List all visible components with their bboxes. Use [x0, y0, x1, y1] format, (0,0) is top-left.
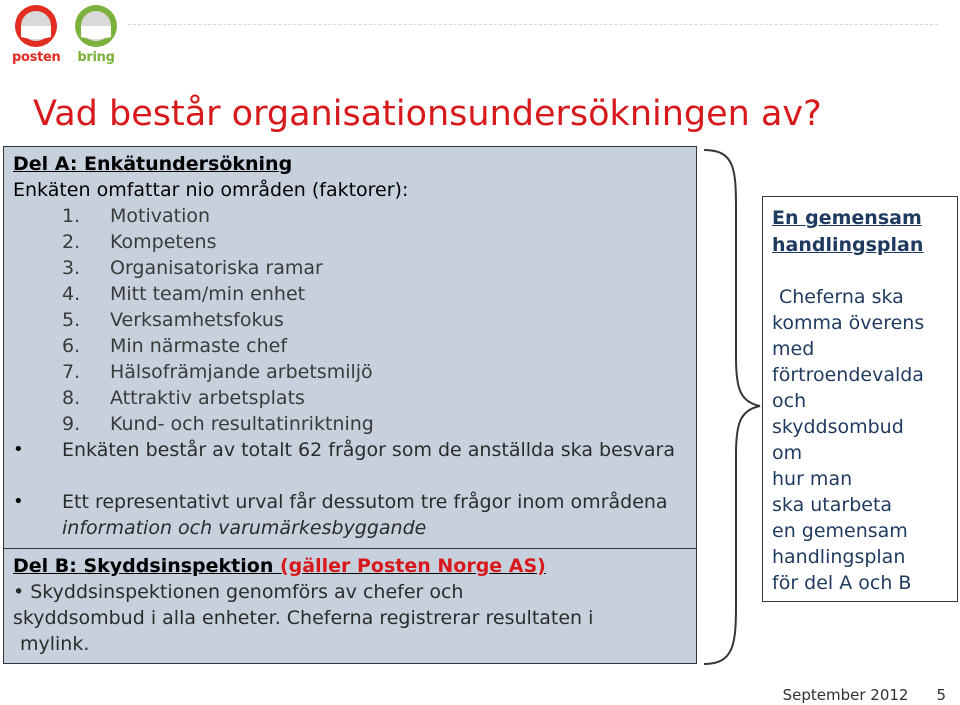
list-item: 3. Organisatoriska ramar — [62, 257, 323, 279]
section-a-title: Del A: Enkätundersökning — [13, 153, 293, 175]
action-plan-line: och — [772, 390, 807, 412]
action-plan-line: Cheferna ska — [779, 286, 904, 308]
list-item: 2. Kompetens — [62, 231, 217, 253]
action-plan-line: förtroendevalda — [772, 364, 924, 386]
list-item: 4. Mitt team/min enhet — [62, 283, 306, 305]
section-b-line: skyddsombud i alla enheter. Cheferna registrerar resultaten i — [13, 607, 594, 629]
bullet-icon: • — [13, 439, 24, 460]
slide-title: Vad består organisationsundersökningen av? — [33, 94, 822, 134]
factor-list — [62, 203, 374, 437]
action-plan-line: om — [772, 442, 803, 464]
list-item: 7. Hälsofrämjande arbetsmiljö — [62, 361, 373, 383]
page-number: 5 — [936, 686, 946, 704]
section-divider — [4, 548, 696, 549]
list-item: 6. Min närmaste chef — [62, 335, 288, 357]
action-plan-line: ska utarbeta — [772, 494, 893, 516]
action-plan-title: En gemensam handlingsplan — [772, 207, 924, 256]
section-b-scope: (gäller Posten Norge AS) — [279, 555, 546, 577]
survey-content-box — [3, 146, 697, 664]
list-item: 9. Kund- och resultatinriktning — [62, 413, 374, 435]
list-item: 5. Verksamhetsfokus — [62, 309, 284, 331]
bring-logo — [72, 4, 120, 66]
bullet-italic-text: information och varumärkesbyggande — [62, 517, 427, 539]
bullet-text: Ett representativt urval får dessutom tre frågor inom områdena information och varumärkesbyggande — [62, 491, 668, 539]
curly-brace-icon — [700, 148, 762, 668]
action-plan-line: komma överens — [772, 312, 925, 334]
slide-footer — [783, 686, 946, 704]
action-plan-line: en gemensam — [772, 520, 908, 542]
list-item: 8. Attraktiv arbetsplats — [62, 387, 305, 409]
section-a-intro: Enkäten omfattar nio områden (faktorer): — [13, 179, 409, 201]
header-rule — [128, 24, 938, 25]
action-plan-line: hur man — [772, 468, 853, 490]
posten-logo-mark-icon — [12, 4, 60, 50]
posten-logo — [12, 4, 60, 66]
action-plan-line: med — [772, 338, 815, 360]
bullet-representative-sample — [13, 489, 682, 541]
section-b-title: Del B: Skyddsinspektion (gäller Posten Norge AS) — [13, 555, 546, 577]
bring-logo-mark-icon — [72, 4, 120, 50]
section-b-line: mylink. — [20, 633, 90, 655]
footer-date: September 2012 — [782, 686, 909, 704]
bullet-icon: • — [13, 491, 24, 512]
action-plan-line: skyddsombud — [772, 416, 904, 438]
section-b-line: • Skyddsinspektionen genomförs av chefer och — [13, 581, 464, 603]
bullet-questions-total — [13, 437, 682, 463]
bring-logo-text: bring — [77, 50, 115, 65]
action-plan-line: handlingsplan — [772, 546, 906, 568]
bullet-text: Enkäten består av totalt 62 frågor som de anställda ska besvara — [62, 439, 676, 461]
action-plan-body — [772, 284, 924, 596]
action-plan-box — [762, 196, 958, 602]
posten-logo-text: posten — [12, 50, 61, 65]
action-plan-line: för del A och B — [772, 572, 912, 594]
list-item: 1. Motivation — [62, 205, 211, 227]
